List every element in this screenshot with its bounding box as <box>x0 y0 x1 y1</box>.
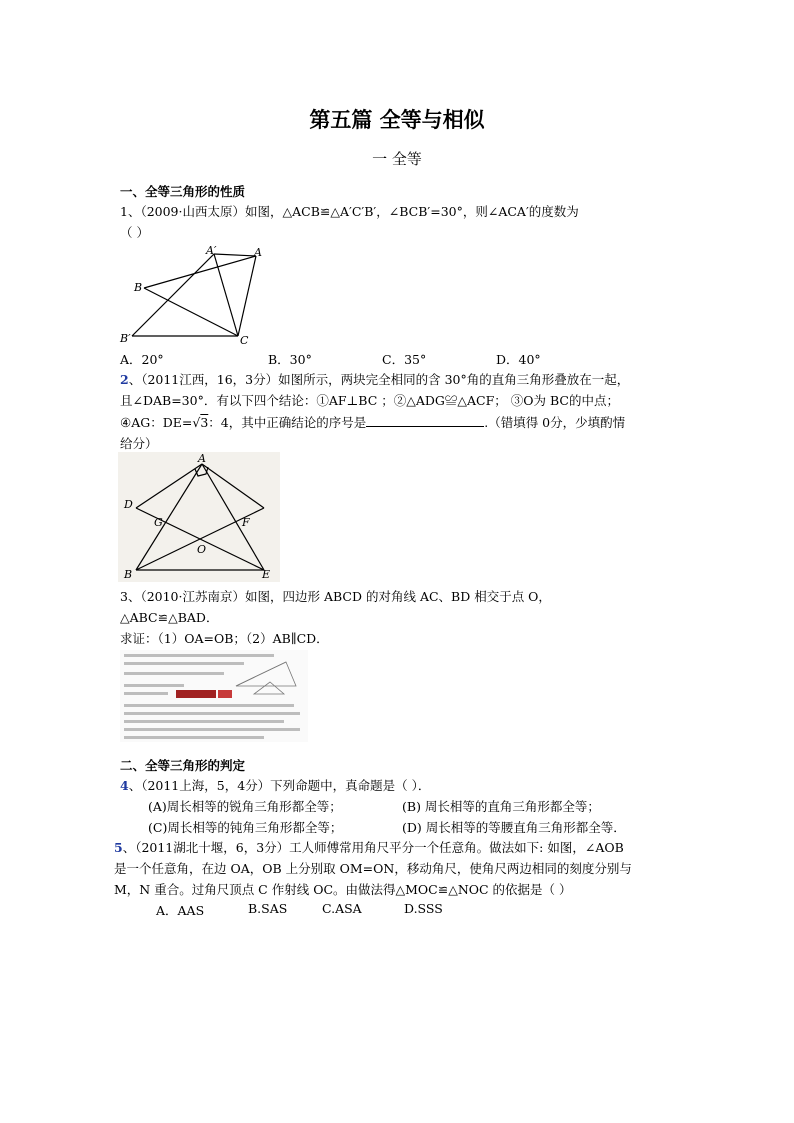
fig1-label-b-prime: B′ <box>120 332 131 345</box>
question-5-text-line3: M，N 重合。过角尺顶点 C 作射线 OC。由做法得△MOC≌△NOC 的依据是（ ） <box>114 882 572 897</box>
fig2-label-a: A <box>198 452 206 465</box>
question-3-text-line3: 求证：（1）OA=OB；（2）AB∥CD． <box>120 631 329 646</box>
q5-option-d: D.SSS <box>404 901 443 916</box>
fig1-label-a: A <box>254 246 262 259</box>
section-heading-properties: 一、全等三角形的性质 <box>120 184 246 199</box>
question-1-text: 1、（2009·山西太原）如图，△ACB≌△A′C′B′，∠BCB′=30°，则∠ACA′的度数为 <box>120 204 579 219</box>
question-2-text-line1 <box>120 370 629 390</box>
q4-option-b: (B) 周长相等的直角三角形都全等； <box>402 799 600 814</box>
question-5-text-line2: 是一个任意角，在边 OA，OB 上分别取 OM=ON，移动角尺，使角尺两边相同的刻度分别与 <box>114 861 632 876</box>
question-3-image <box>120 650 308 742</box>
question-4-line1: 、（2011上海，5，4分）下列命题中，真命题是（ ）． <box>128 778 431 793</box>
q5-option-a: A．AAS <box>156 903 205 918</box>
q1-option-d: D．40° <box>496 352 541 367</box>
question-2-number: 2 <box>120 372 129 387</box>
fig2-label-e: E <box>262 568 271 581</box>
fig1-label-b: B <box>134 281 143 294</box>
question-1-figure <box>118 244 268 346</box>
q3-thumbnail-figure <box>230 656 302 696</box>
question-2-figure <box>118 452 280 582</box>
fig2-label-g: G <box>154 516 163 529</box>
answer-blank[interactable] <box>366 414 484 427</box>
question-3-text-line1: 3、（2010·江苏南京）如图，四边形 ABCD 的对角线 AC、BD 相交于点 O， <box>120 589 551 604</box>
question-3-text-line2: △ABC≌△BAD． <box>120 610 219 625</box>
fig2-label-o: O <box>197 543 207 556</box>
q1-option-b: B．30° <box>268 352 312 367</box>
section-heading-determination: 二、全等三角形的判定 <box>120 758 246 773</box>
question-5-text-line1 <box>114 838 624 858</box>
fig1-label-c: C <box>240 334 249 346</box>
q3-stamp <box>176 690 216 698</box>
q4-option-a: (A)周长相等的锐角三角形都全等； <box>148 799 342 814</box>
q2-ratio-label: ④AG：DE= <box>120 415 193 430</box>
page-title: 第五篇 全等与相似 <box>309 108 485 132</box>
question-4-text <box>120 776 430 796</box>
sqrt-radicand: 3 <box>200 415 209 430</box>
question-2-text-line4: 给分） <box>120 436 158 451</box>
q1-option-c: C．35° <box>382 352 427 367</box>
q4-option-c: (C)周长相等的钝角三角形都全等； <box>148 820 343 835</box>
fig1-label-a-prime: A′ <box>206 244 217 257</box>
page-subtitle: 一 全等 <box>372 150 422 168</box>
fig2-label-d: D <box>124 498 133 511</box>
question-2-text-line3 <box>120 413 625 433</box>
question-2-line1: 、（2011江西，16，3分）如图所示，两块完全相同的含 30°角的直角三角形叠放在一起， <box>128 372 630 387</box>
fig2-label-f: F <box>242 516 250 529</box>
question-2-text-line2: 且∠DAB=30°．有以下四个结论：①AF⊥BC ；②△ADG≌△ACF； ③O为 BC的中点； <box>120 393 619 408</box>
sqrt-symbol: √3 <box>192 415 209 430</box>
q1-option-a: A．20° <box>120 352 164 367</box>
q3-stamp-tag <box>218 690 232 698</box>
question-5-number: 5 <box>114 840 123 855</box>
question-5-line1: 、（2011湖北十堰，6，3分）工人师傅常用角尺平分一个任意角。做法如下: 如图，∠AOB <box>122 840 624 855</box>
q5-option-c: C.ASA <box>322 901 362 916</box>
fig2-label-b: B <box>124 568 133 581</box>
question-1-answer-bracket: （ ） <box>120 225 149 240</box>
q2-line3-mid: ：4，其中正确结论的序号是 <box>208 415 367 430</box>
question-4-number: 4 <box>120 778 129 793</box>
q2-line3-end: .（错填得 0分，少填酌情 <box>484 415 626 430</box>
q5-option-b: B.SAS <box>248 901 288 916</box>
q4-option-d: (D) 周长相等的等腰直角三角形都全等． <box>402 820 626 835</box>
